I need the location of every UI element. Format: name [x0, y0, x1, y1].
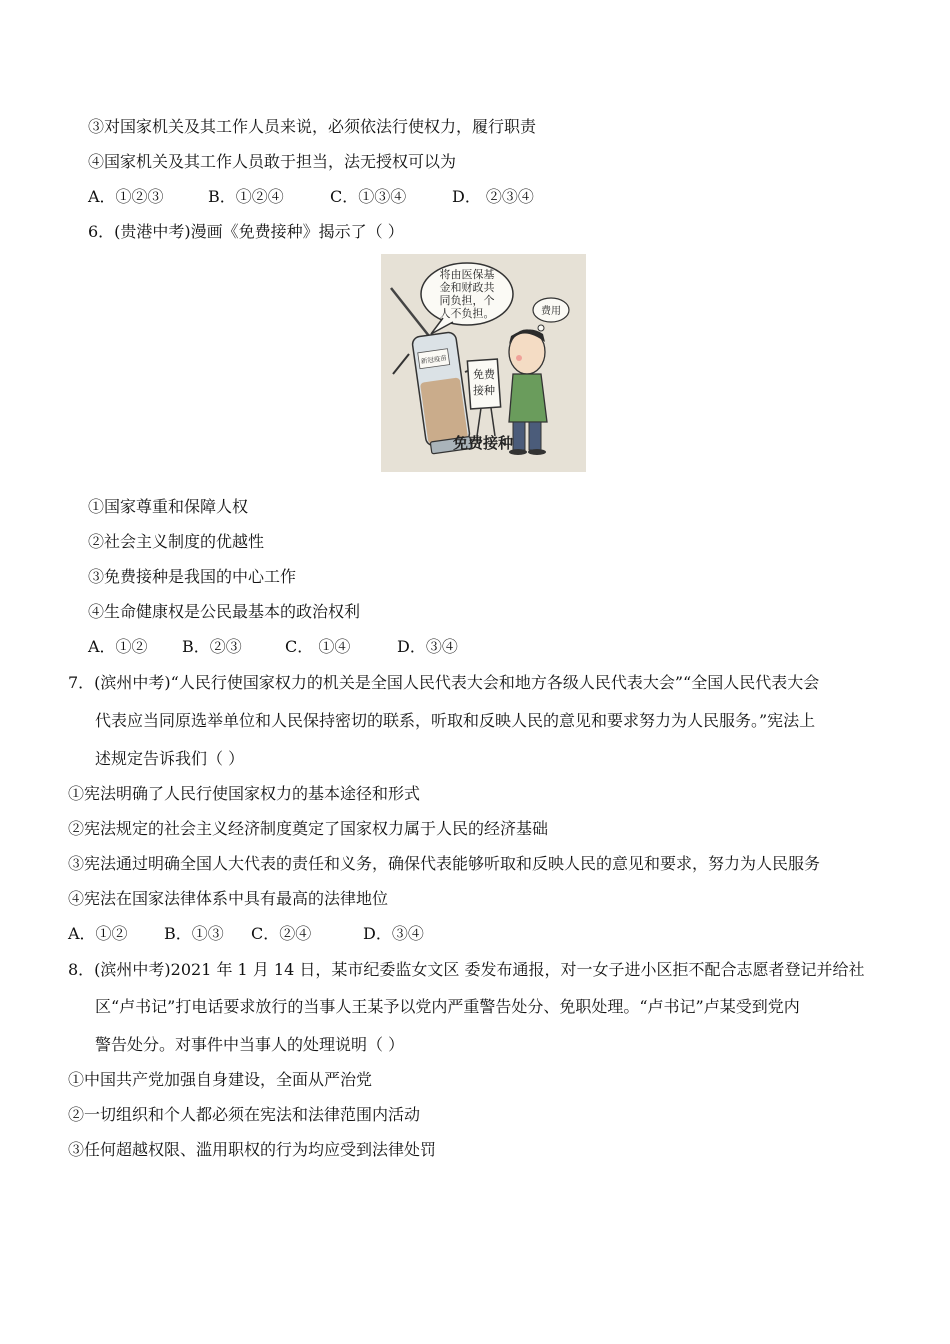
q5-option-a: A．①②③: [88, 187, 164, 206]
speech-line-1: 将由医保基: [439, 268, 495, 281]
q6-item-1: ①国家尊重和保障人权: [88, 497, 249, 516]
thought-text: 费用: [541, 306, 561, 317]
speech-line-3: 同负担，个: [439, 294, 495, 307]
q6-option-b: B．②③: [182, 637, 242, 656]
q8-stem-line-3: 警告处分。对事件中当事人的处理说明（ ）: [95, 1035, 405, 1054]
q8-item-1: ①中国共产党加强自身建设，全面从严治党: [68, 1070, 373, 1089]
q5-item-3: ③对国家机关及其工作人员来说，必须依法行使权力，履行职责: [88, 117, 537, 136]
q5-option-d: D． ②③④: [452, 187, 534, 206]
q7-option-a: A．①②: [68, 924, 128, 943]
q6-option-a: A．①②: [88, 637, 148, 656]
q8-stem-line-2: 区“卢书记”打电话要求放行的当事人王某予以党内严重警告处分、免职处理。“卢书记”卢某受到党内: [95, 997, 800, 1016]
vaccination-cartoon: [381, 254, 586, 472]
q8-item-3: ③任何超越权限、滥用职权的行为均应受到法律处罚: [68, 1140, 437, 1159]
q5-option-c: C．①③④: [330, 187, 407, 206]
cartoon-caption: 免费接种: [452, 434, 514, 452]
sign-text-2: 接种: [473, 384, 495, 397]
q7-item-4: ④宪法在国家法律体系中具有最高的法律地位: [68, 889, 389, 908]
speech-line-2: 金和财政共: [439, 281, 495, 294]
q7-option-d: D．③④: [363, 924, 424, 943]
q7-item-2: ②宪法规定的社会主义经济制度奠定了国家权力属于人民的经济基础: [68, 819, 549, 838]
q5-option-b: B．①②④: [208, 187, 284, 206]
q8-stem-line-1: 8．(滨州中考)2021 年 1 月 14 日，某市纪委监女文区 委发布通报，对一女子进小区拒不配合志愿者登记并给社: [68, 960, 865, 979]
q6-item-3: ③免费接种是我国的中心工作: [88, 567, 297, 586]
q7-item-1: ①宪法明确了人民行使国家权力的基本途径和形式: [68, 784, 421, 803]
q8-item-2: ②一切组织和个人都必须在宪法和法律范围内活动: [68, 1105, 421, 1124]
man-body: [509, 374, 547, 422]
q7-option-b: B．①③: [164, 924, 224, 943]
speech-line-4: 人不负担。: [439, 307, 495, 320]
q6-option-c: C． ①④: [285, 637, 351, 656]
q6-option-d: D．③④: [397, 637, 458, 656]
q7-options: [68, 923, 424, 945]
q6-item-2: ②社会主义制度的优越性: [88, 532, 265, 551]
q7-item-3: ③宪法通过明确全国人大代表的责任和义务，确保代表能够听取和反映人民的意见和要求，努力为人民服务: [68, 854, 821, 873]
q5-options: [88, 186, 534, 208]
q6-options: [88, 636, 458, 658]
q7-option-c: C．②④: [251, 924, 312, 943]
q5-item-4: ④国家机关及其工作人员敢于担当，法无授权可以为: [88, 152, 457, 171]
q7-stem-line-3: 述规定告诉我们（ ）: [95, 749, 245, 768]
vaccine-label: 新冠疫苗: [420, 353, 448, 366]
sign-text-1: 免费: [473, 368, 495, 381]
q7-stem-line-2: 代表应当同原选举单位和人民保持密切的联系，听取和反映人民的意见和要求努力为人民服务。”宪法上: [95, 711, 816, 730]
q6-item-4: ④生命健康权是公民最基本的政治权利: [88, 602, 361, 621]
q7-stem-line-1: 7．(滨州中考)“人民行使国家权力的机关是全国人民代表大会和地方各级人民代表大会”“全国人民代表大会: [68, 673, 820, 692]
q6-stem: 6．(贵港中考)漫画《免费接种》揭示了（ ）: [88, 222, 404, 241]
